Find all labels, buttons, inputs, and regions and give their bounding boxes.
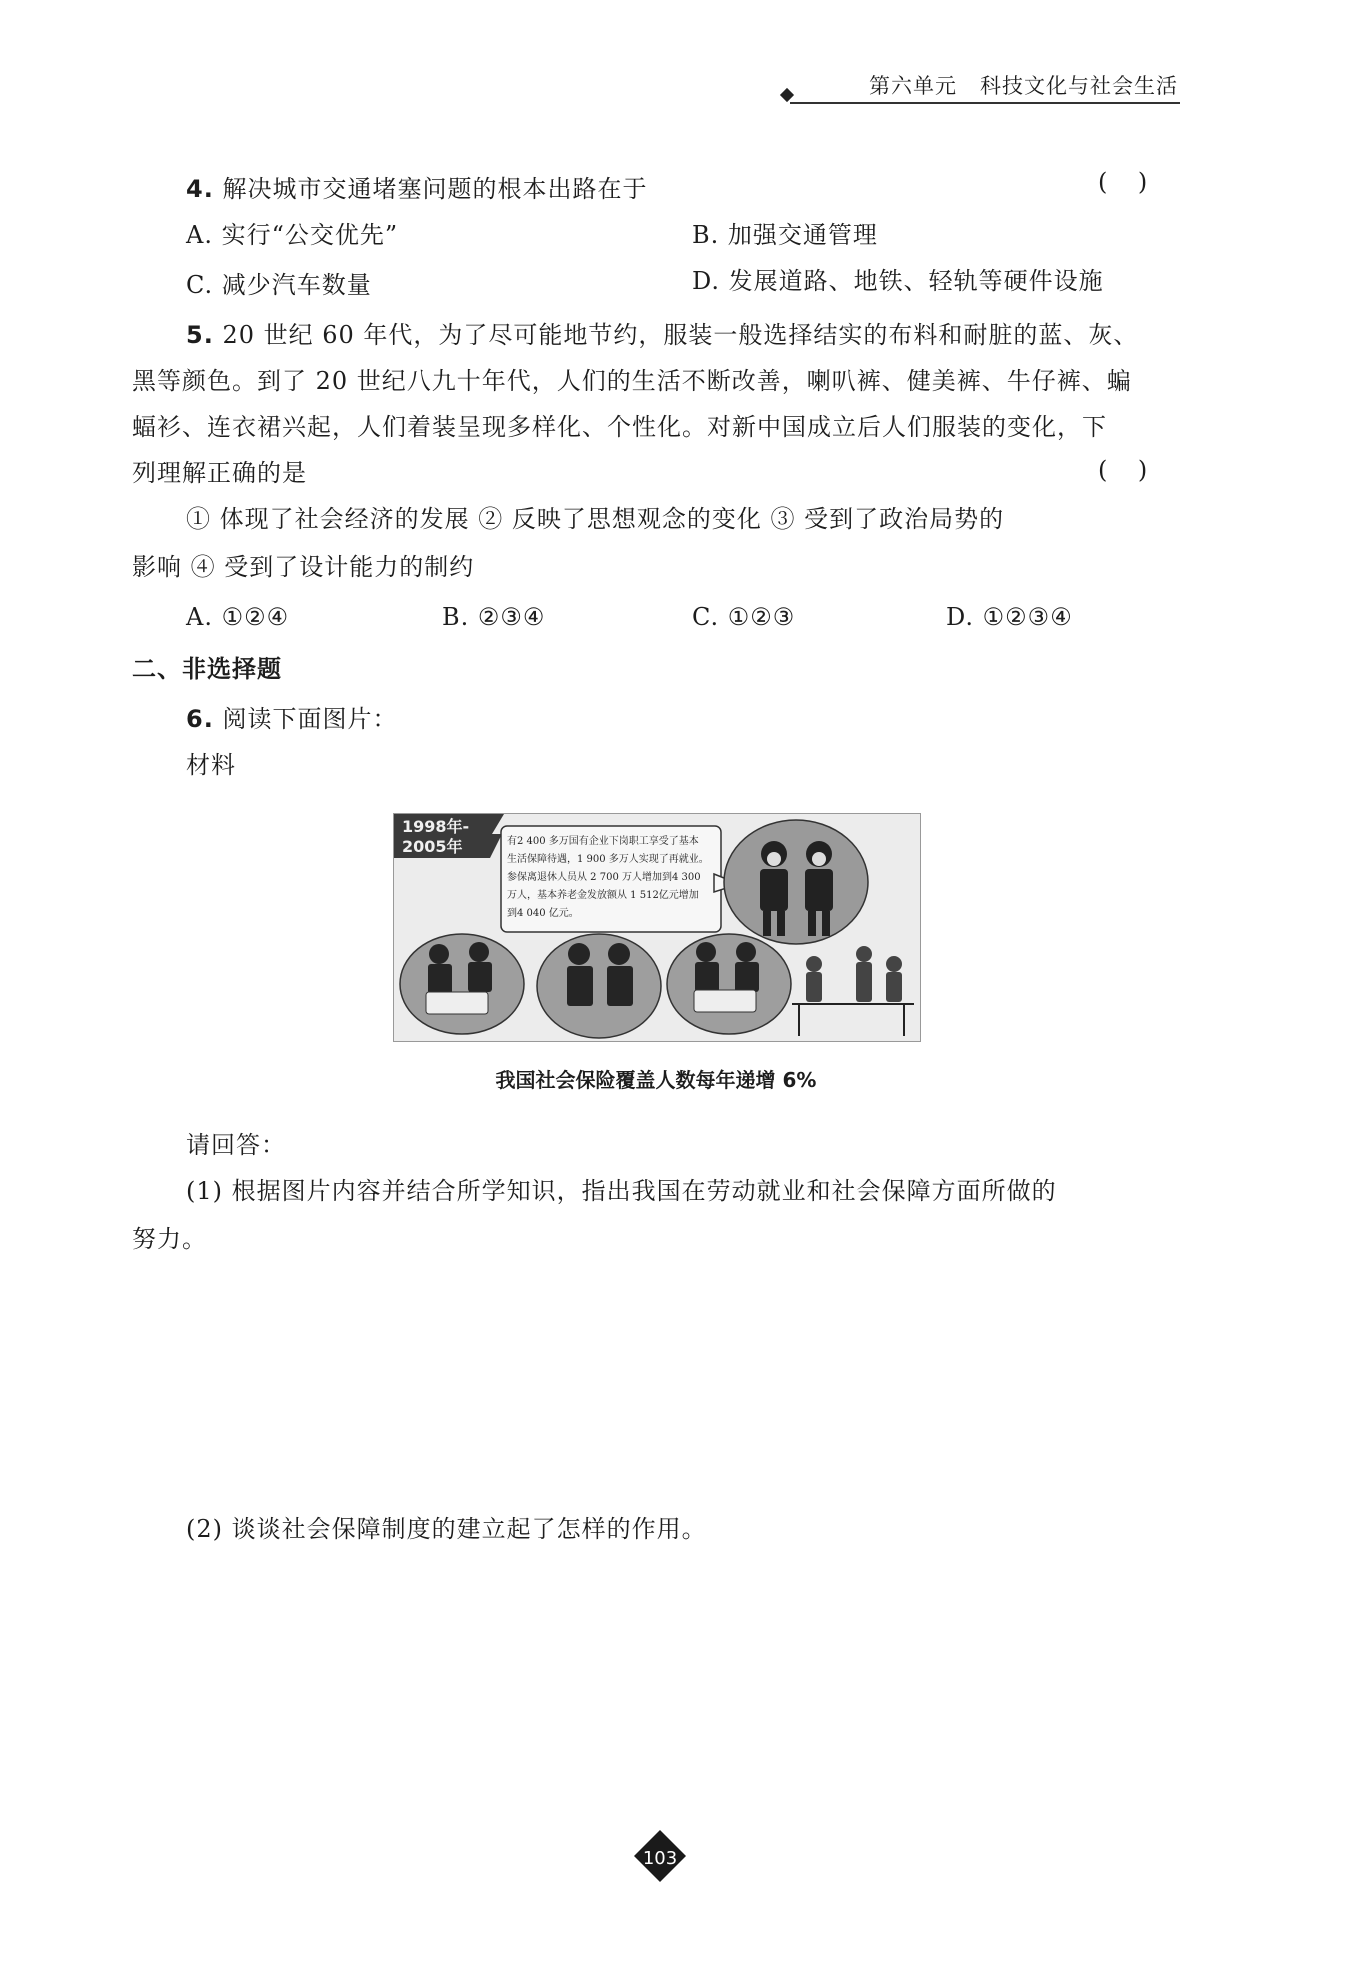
speech-line: 生活保障待遇，1 900 多万人实现了再就业。 [507, 854, 709, 865]
question-5-items-line2: 影响 ④ 受到了设计能力的制约 [132, 553, 475, 581]
year-end: 2005年 [402, 837, 463, 856]
question-6-stem [186, 702, 397, 736]
option-c-q4: C. 减少汽车数量 [186, 271, 372, 299]
question-text: 阅读下面图片： [222, 705, 398, 733]
illustration-graphic [394, 814, 920, 1041]
speech-line: 参保离退休人员从 2 700 万人增加到4 300 [507, 872, 701, 883]
answer-blank-q4: ( ) [1098, 168, 1148, 196]
option-c-q5: C. ①②③ [692, 603, 796, 631]
question-5-line1 [186, 318, 1138, 352]
page-number: 103 [642, 1848, 678, 1869]
option-b-q4: B. 加强交通管理 [692, 221, 878, 249]
figure-caption: 我国社会保险覆盖人数每年递增 6% [495, 1068, 817, 1092]
speech-line: 到4 040 亿元。 [507, 908, 579, 919]
section-heading: 二、非选择题 [132, 655, 282, 683]
social-security-illustration [393, 813, 921, 1042]
year-start: 1998年- [402, 817, 470, 836]
option-b-q5: B. ②③④ [442, 603, 546, 631]
question-5-line4: 列理解正确的是 [132, 459, 307, 487]
sub-question-1-line1: (1) 根据图片内容并结合所学知识，指出我国在劳动就业和社会保障方面所做的 [186, 1177, 1057, 1205]
header-title: 第六单元 科技文化与社会生活 [868, 74, 1178, 98]
sub-question-1-line2: 努力。 [132, 1225, 207, 1253]
option-a-q5: A. ①②④ [186, 603, 290, 631]
speech-line: 有2 400 多万国有企业下岗职工享受了基本 [507, 836, 699, 847]
question-number: 5. [186, 321, 214, 349]
sub-question-2: (2) 谈谈社会保障制度的建立起了怎样的作用。 [186, 1515, 707, 1543]
option-d-q4: D. 发展道路、地铁、轻轨等硬件设施 [692, 267, 1104, 295]
question-text: 20 世纪 60 年代，为了尽可能地节约，服装一般选择结实的布料和耐脏的蓝、灰、 [222, 321, 1139, 349]
diamond-icon [780, 88, 794, 102]
material-label: 材料 [186, 751, 236, 779]
running-header [790, 66, 1180, 104]
question-number: 6. [186, 705, 214, 733]
question-5-line2: 黑等颜色。到了 20 世纪八九十年代，人们的生活不断改善，喇叭裤、健美裤、牛仔裤、蝙 [132, 367, 1132, 395]
question-4-stem [186, 172, 647, 206]
option-a-q4: A. 实行“公交优先” [186, 221, 399, 249]
question-5-items-line1: ① 体现了社会经济的发展 ② 反映了思想观念的变化 ③ 受到了政治局势的 [186, 505, 1005, 533]
question-text: 解决城市交通堵塞问题的根本出路在于 [222, 175, 648, 203]
answer-prompt: 请回答： [186, 1131, 286, 1159]
page-number-diamond-icon [632, 1828, 688, 1884]
question-number: 4. [186, 175, 214, 203]
answer-blank-q5: ( ) [1098, 456, 1148, 484]
page-number-badge [632, 1828, 688, 1884]
speech-line: 万人，基本养老金发放额从 1 512亿元增加 [507, 890, 699, 901]
question-5-line3: 蝠衫、连衣裙兴起，人们着装呈现多样化、个性化。对新中国成立后人们服装的变化，下 [132, 413, 1107, 441]
option-d-q5: D. ①②③④ [946, 603, 1073, 631]
